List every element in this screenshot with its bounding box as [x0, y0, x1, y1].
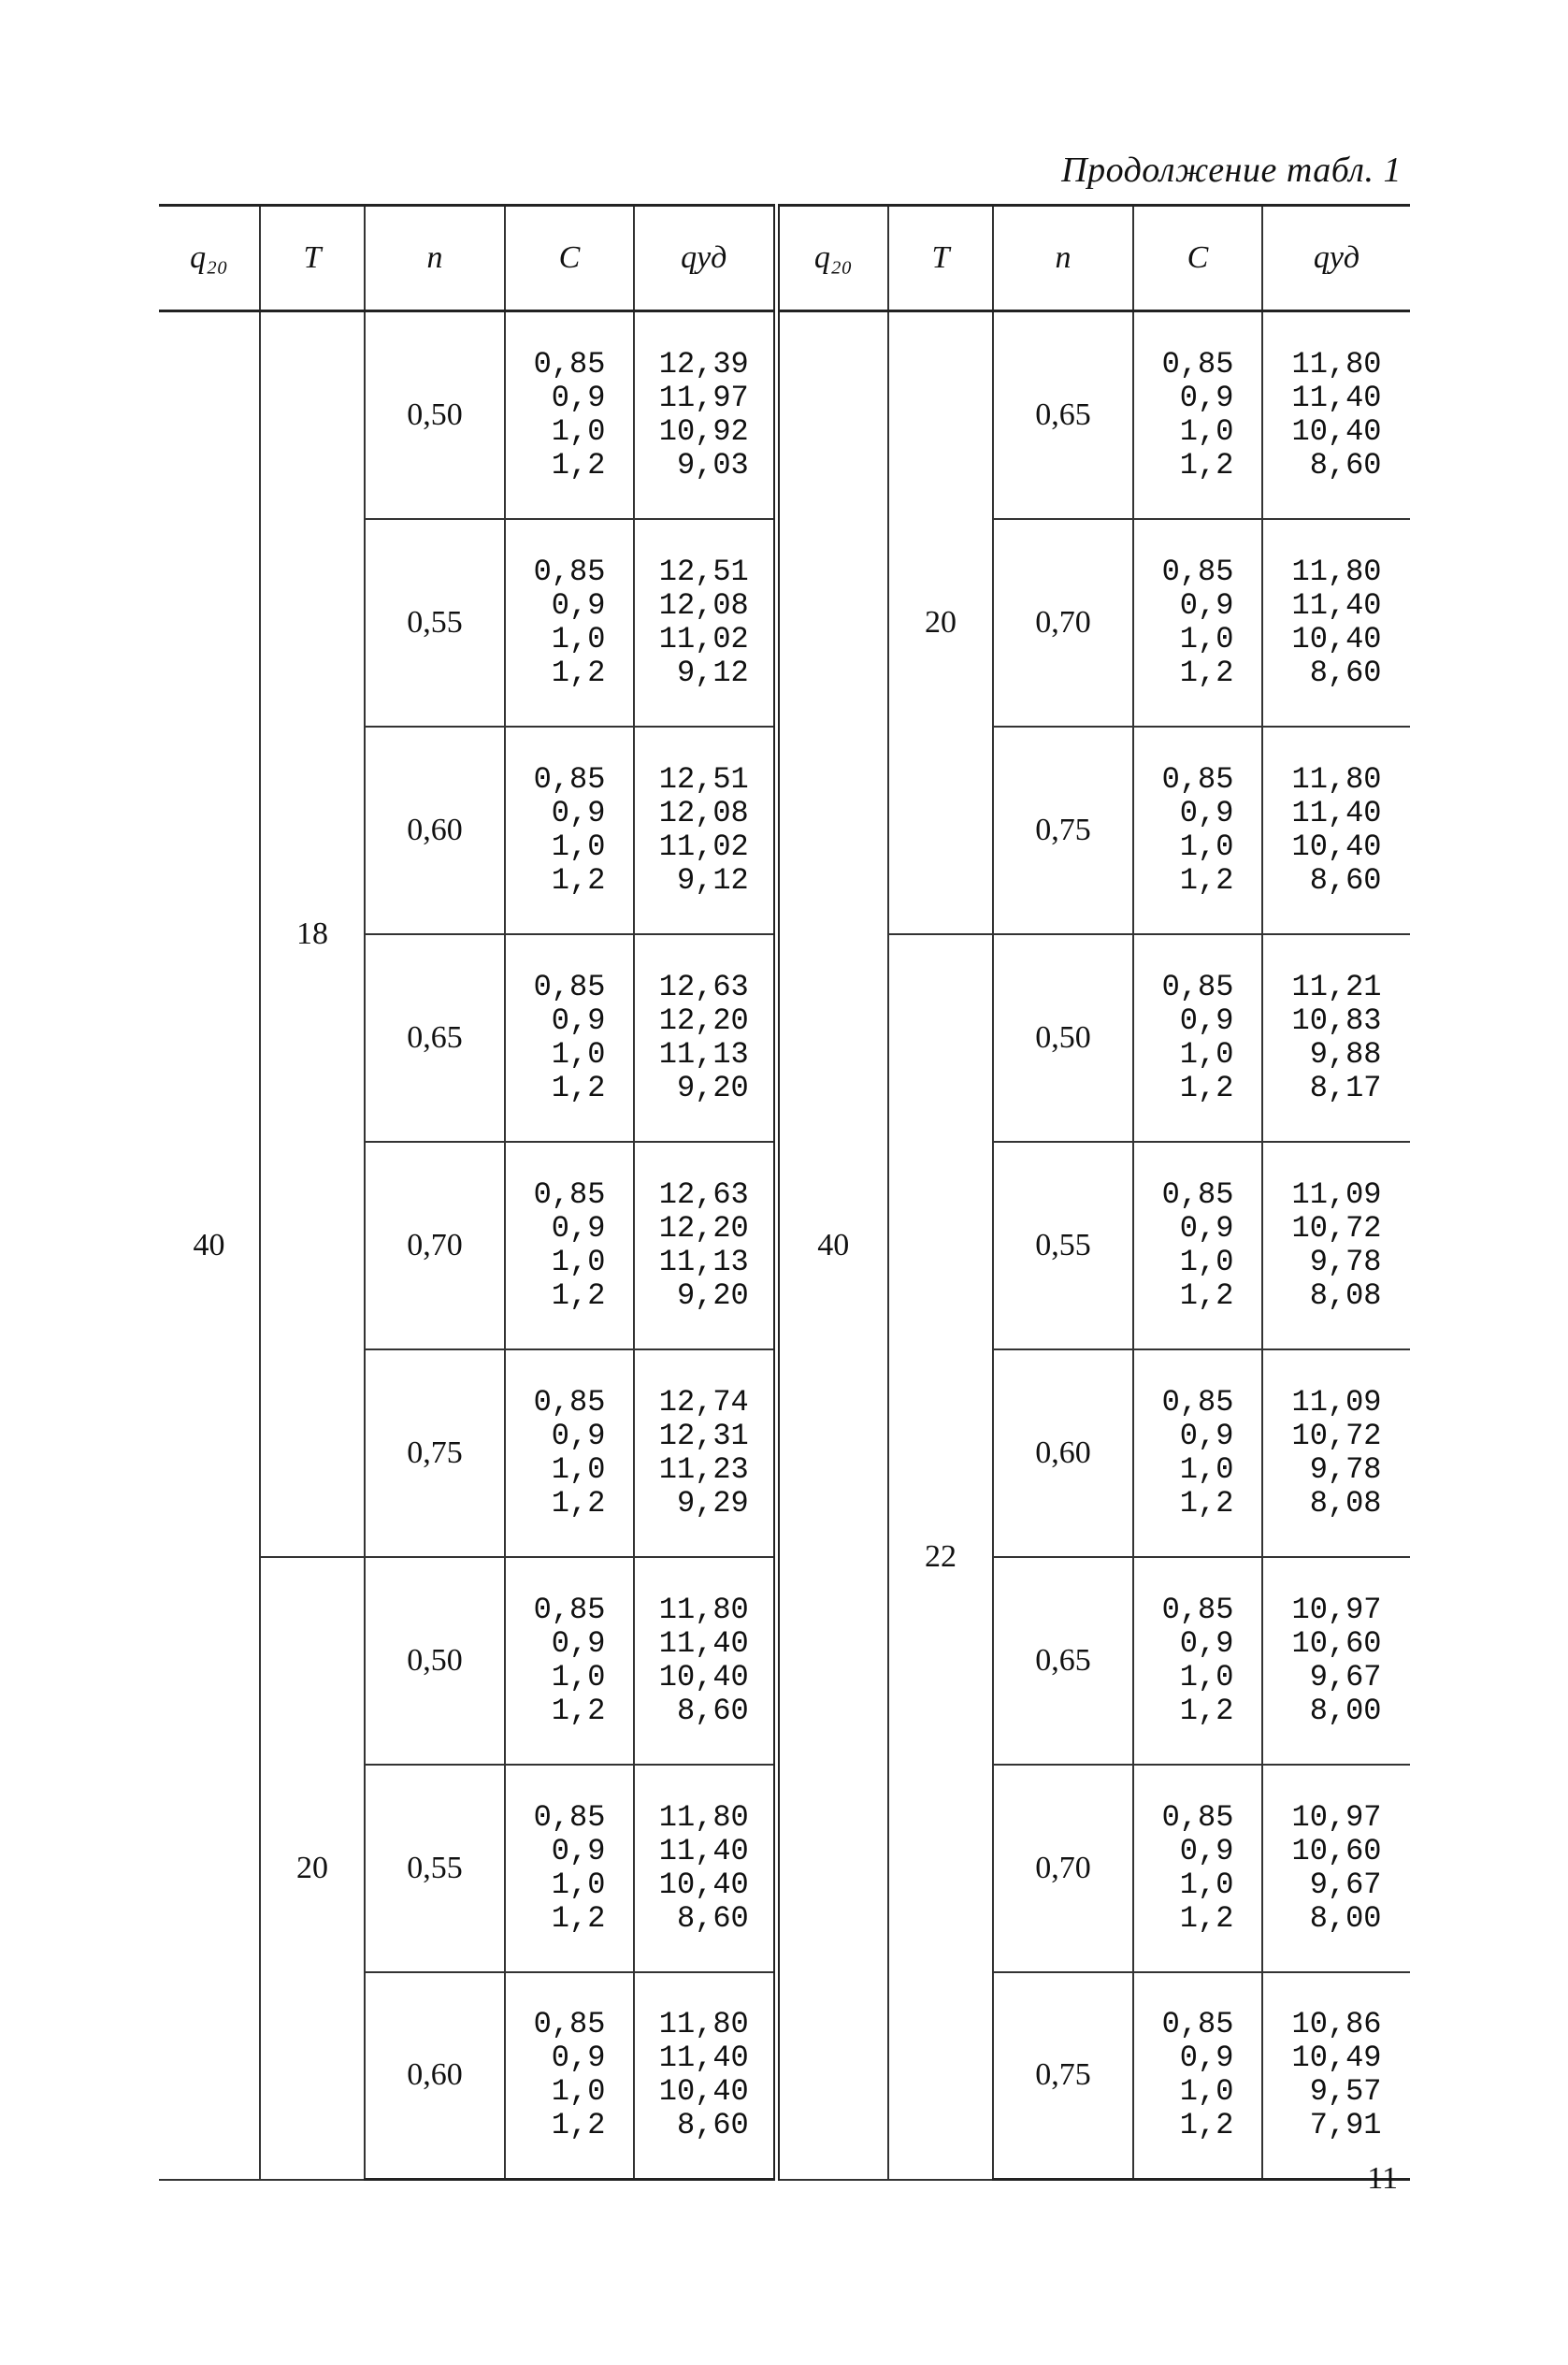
header-qud-left: qуд — [634, 206, 776, 311]
right-qud-cell-value: 10,97 — [1291, 1799, 1382, 1835]
right-qud-cell-value: 11,09 — [1291, 1176, 1382, 1212]
left-qud-cell-value: 12,74 — [658, 1384, 749, 1420]
right-qud-cell-value: 10,60 — [1291, 1833, 1382, 1868]
right-qud-cell-value: 11,40 — [1291, 380, 1382, 415]
left-qud-cell-values — [659, 1178, 749, 1313]
left-c-cell-value: 0,9 — [551, 380, 606, 415]
right-c-cell-value: 0,85 — [1161, 1384, 1234, 1420]
left-c-cell-values — [534, 1593, 606, 1728]
left-q20-cell — [159, 311, 260, 2180]
left-qud-cell-values — [659, 555, 749, 690]
left-c-cell-value: 1,0 — [551, 1867, 606, 1902]
header-c-right: C — [1133, 206, 1262, 311]
left-c-cell-value: 0,85 — [533, 346, 606, 382]
right-qud-cell-value: 10,83 — [1291, 1002, 1382, 1038]
left-qud-cell-value: 9,12 — [676, 655, 749, 690]
right-qud-cell-value: 11,80 — [1291, 761, 1382, 797]
left-qud-cell-value: 9,12 — [676, 862, 749, 898]
left-c-cell-value: 0,85 — [533, 1592, 606, 1627]
right-qud-cell-value: 11,09 — [1291, 1384, 1382, 1420]
left-c-cell-value: 1,0 — [551, 2074, 606, 2110]
right-c-cell-value: 1,2 — [1179, 2108, 1234, 2143]
left-qud-cell-value: 8,60 — [676, 1900, 749, 1936]
left-qud-cell-value: 12,31 — [658, 1418, 749, 1453]
right-qud-cell-value: 10,60 — [1291, 1625, 1382, 1661]
right-c-cell-value: 1,0 — [1179, 1451, 1234, 1487]
left-c-cell-value: 1,2 — [551, 862, 606, 898]
right-t-cell-text: 20 — [925, 604, 957, 640]
left-qud-cell-value: 12,63 — [658, 969, 749, 1004]
right-c-cell-value: 1,0 — [1179, 413, 1234, 449]
left-qud-cell-values — [659, 1593, 749, 1728]
header-n-right: n — [993, 206, 1133, 311]
left-c-cell-value: 1,0 — [551, 829, 606, 864]
right-c-cell-value: 0,85 — [1161, 346, 1234, 382]
left-c-cell-value: 0,9 — [551, 587, 606, 623]
right-c-cell-value: 1,2 — [1179, 862, 1234, 898]
right-c-cell-value: 1,2 — [1179, 1485, 1234, 1521]
left-qud-cell-values — [659, 971, 749, 1105]
left-qud-cell-value: 11,40 — [658, 2041, 749, 2076]
right-qud-cell — [1262, 311, 1410, 519]
left-c-cell-value: 0,9 — [551, 1625, 606, 1661]
left-n-cell-text: 0,70 — [407, 1227, 463, 1262]
left-c-cell-value: 1,2 — [551, 655, 606, 690]
right-n-cell-text: 0,70 — [1035, 1850, 1091, 1885]
right-c-cell-value: 1,0 — [1179, 1867, 1234, 1902]
left-qud-cell-values — [659, 763, 749, 898]
right-qud-cell-value: 8,60 — [1309, 862, 1382, 898]
left-n-cell — [365, 727, 505, 934]
right-qud-cell-value: 8,60 — [1309, 447, 1382, 483]
left-qud-cell-values — [659, 1801, 749, 1936]
right-c-cell — [1133, 1765, 1262, 1972]
right-c-cell — [1133, 1349, 1262, 1557]
right-n-cell — [993, 1142, 1133, 1349]
right-qud-cell — [1262, 1349, 1410, 1557]
left-c-cell — [505, 519, 634, 727]
left-c-cell-values — [534, 2008, 606, 2142]
left-qud-cell-value: 9,20 — [676, 1070, 749, 1105]
right-qud-cell-values — [1291, 1386, 1381, 1521]
right-c-cell-value: 0,9 — [1179, 1625, 1234, 1661]
right-qud-cell-values — [1291, 1593, 1381, 1728]
left-c-cell-value: 0,9 — [551, 1418, 606, 1453]
left-qud-cell-value: 12,51 — [658, 554, 749, 589]
right-c-cell-values — [1162, 971, 1234, 1105]
left-qud-cell-value: 11,13 — [658, 1244, 749, 1279]
right-c-cell-value: 1,2 — [1179, 1070, 1234, 1105]
right-qud-cell — [1262, 1557, 1410, 1765]
left-qud-cell — [634, 727, 776, 934]
left-c-cell-value: 1,2 — [551, 447, 606, 483]
left-qud-cell — [634, 311, 776, 519]
left-c-cell-values — [534, 1801, 606, 1936]
left-qud-cell-value: 12,63 — [658, 1176, 749, 1212]
left-c-cell-value: 1,2 — [551, 1693, 606, 1728]
right-c-cell-value: 1,0 — [1179, 1659, 1234, 1694]
header-qud-right: qуд — [1262, 206, 1410, 311]
right-qud-cell-value: 8,00 — [1309, 1900, 1382, 1936]
right-c-cell-value: 0,85 — [1161, 1799, 1234, 1835]
left-qud-cell-value: 12,20 — [658, 1002, 749, 1038]
right-c-cell-value: 0,85 — [1161, 554, 1234, 589]
right-q20-cell — [776, 311, 888, 2180]
left-c-cell — [505, 311, 634, 519]
right-c-cell-value: 0,85 — [1161, 761, 1234, 797]
right-qud-cell — [1262, 519, 1410, 727]
right-qud-cell-value: 9,88 — [1309, 1036, 1382, 1072]
left-c-cell-value: 0,85 — [533, 1384, 606, 1420]
right-qud-cell-value: 8,08 — [1309, 1277, 1382, 1313]
left-c-cell — [505, 1557, 634, 1765]
right-qud-cell — [1262, 1765, 1410, 1972]
left-qud-cell-value: 10,40 — [658, 2074, 749, 2110]
left-qud-cell — [634, 1557, 776, 1765]
right-qud-cell-value: 9,78 — [1309, 1451, 1382, 1487]
left-c-cell-value: 1,0 — [551, 1451, 606, 1487]
left-qud-cell — [634, 934, 776, 1142]
right-qud-cell-value: 11,21 — [1291, 969, 1382, 1004]
left-qud-cell-value: 11,80 — [658, 1799, 749, 1835]
left-t-cell-text: 20 — [296, 1850, 328, 1885]
left-qud-cell-value: 12,39 — [658, 346, 749, 382]
left-c-cell-value: 0,85 — [533, 1176, 606, 1212]
left-n-cell — [365, 1349, 505, 1557]
left-qud-cell-values — [659, 2008, 749, 2142]
right-c-cell-value: 0,9 — [1179, 1002, 1234, 1038]
left-qud-cell — [634, 1765, 776, 1972]
right-c-cell-value: 1,2 — [1179, 1900, 1234, 1936]
right-n-cell-text: 0,65 — [1035, 1642, 1091, 1678]
header-q20-left: q₂₀ — [159, 206, 260, 311]
left-qud-cell-value: 11,40 — [658, 1625, 749, 1661]
left-n-cell — [365, 1142, 505, 1349]
right-n-cell-text: 0,65 — [1035, 397, 1091, 432]
right-qud-cell-value: 10,40 — [1291, 621, 1382, 656]
right-n-cell — [993, 1765, 1133, 1972]
right-c-cell-value: 0,85 — [1161, 1176, 1234, 1212]
left-qud-cell — [634, 1142, 776, 1349]
left-c-cell-values — [534, 555, 606, 690]
left-c-cell-value: 1,2 — [551, 1900, 606, 1936]
right-c-cell-values — [1162, 2008, 1234, 2142]
right-c-cell-value: 0,9 — [1179, 1833, 1234, 1868]
left-c-cell-values — [534, 1386, 606, 1521]
right-qud-cell — [1262, 1972, 1410, 2180]
right-n-cell — [993, 1349, 1133, 1557]
right-c-cell-value: 1,2 — [1179, 655, 1234, 690]
right-qud-cell-values — [1291, 2008, 1381, 2142]
left-qud-cell-value: 9,29 — [676, 1485, 749, 1521]
header-row — [159, 206, 1410, 311]
left-c-cell-value: 0,85 — [533, 761, 606, 797]
table-caption: Продолжение табл. 1 — [1061, 151, 1402, 190]
left-qud-cell-value: 11,13 — [658, 1036, 749, 1072]
left-n-cell-text: 0,60 — [407, 2057, 463, 2093]
left-qud-cell-value: 11,02 — [658, 829, 749, 864]
left-c-cell-value: 1,2 — [551, 2108, 606, 2143]
left-t-cell — [260, 311, 365, 1557]
right-qud-cell-value: 11,80 — [1291, 346, 1382, 382]
right-c-cell-value: 0,85 — [1161, 2007, 1234, 2042]
left-qud-cell-value: 9,20 — [676, 1277, 749, 1313]
left-qud-cell-value: 10,40 — [658, 1867, 749, 1902]
right-qud-cell-value: 8,00 — [1309, 1693, 1382, 1728]
right-c-cell-value: 0,9 — [1179, 2041, 1234, 2076]
right-c-cell-value: 1,0 — [1179, 621, 1234, 656]
left-c-cell-values — [534, 1178, 606, 1313]
right-c-cell-value: 0,9 — [1179, 587, 1234, 623]
left-c-cell-value: 1,2 — [551, 1485, 606, 1521]
right-qud-cell-value: 8,60 — [1309, 655, 1382, 690]
header-c-left: C — [505, 206, 634, 311]
left-qud-cell-value: 11,80 — [658, 2007, 749, 2042]
left-n-cell — [365, 311, 505, 519]
right-t-cell — [888, 311, 993, 934]
left-qud-cell-values — [659, 1386, 749, 1521]
right-c-cell — [1133, 934, 1262, 1142]
left-c-cell-value: 0,9 — [551, 795, 606, 830]
right-n-cell-text: 0,75 — [1035, 812, 1091, 847]
right-n-cell-text: 0,70 — [1035, 604, 1091, 640]
right-qud-cell-value: 9,78 — [1309, 1244, 1382, 1279]
left-n-cell-text: 0,75 — [407, 1435, 463, 1470]
left-c-cell-value: 0,9 — [551, 1002, 606, 1038]
right-qud-cell-value: 11,40 — [1291, 587, 1382, 623]
left-n-cell-text: 0,50 — [407, 1642, 463, 1678]
right-c-cell-value: 1,0 — [1179, 829, 1234, 864]
right-c-cell-values — [1162, 1386, 1234, 1521]
left-c-cell-value: 1,0 — [551, 413, 606, 449]
left-c-cell-value: 0,85 — [533, 2007, 606, 2042]
right-qud-cell-value: 7,91 — [1309, 2108, 1382, 2143]
left-n-cell-text: 0,55 — [407, 604, 463, 640]
left-c-cell-value: 0,9 — [551, 1833, 606, 1868]
left-c-cell-value: 1,0 — [551, 1036, 606, 1072]
right-c-cell — [1133, 1972, 1262, 2180]
right-qud-cell — [1262, 1142, 1410, 1349]
left-c-cell — [505, 1349, 634, 1557]
left-c-cell-value: 0,9 — [551, 1210, 606, 1246]
header-t-right: T — [888, 206, 993, 311]
left-qud-cell-value: 11,80 — [658, 1592, 749, 1627]
left-c-cell-value: 1,0 — [551, 621, 606, 656]
right-qud-cell-value: 8,17 — [1309, 1070, 1382, 1105]
right-qud-cell-value: 10,49 — [1291, 2041, 1382, 2076]
right-qud-cell-value: 9,67 — [1309, 1659, 1382, 1694]
right-qud-cell-values — [1291, 971, 1381, 1105]
left-n-cell — [365, 1972, 505, 2180]
right-qud-cell-value: 10,86 — [1291, 2007, 1382, 2042]
left-qud-cell-value: 12,08 — [658, 795, 749, 830]
right-qud-cell-value: 10,97 — [1291, 1592, 1382, 1627]
left-c-cell — [505, 934, 634, 1142]
right-q20-cell-text: 40 — [817, 1227, 850, 1262]
left-n-cell-text: 0,50 — [407, 397, 463, 432]
left-c-cell-value: 0,85 — [533, 969, 606, 1004]
right-qud-cell-value: 11,80 — [1291, 554, 1382, 589]
right-qud-cell-value: 10,72 — [1291, 1418, 1382, 1453]
right-c-cell-value: 1,2 — [1179, 1277, 1234, 1313]
left-c-cell — [505, 1972, 634, 2180]
left-n-cell — [365, 1557, 505, 1765]
left-c-cell-value: 1,2 — [551, 1070, 606, 1105]
right-c-cell — [1133, 311, 1262, 519]
left-qud-cell-value: 8,60 — [676, 1693, 749, 1728]
left-qud-cell-value: 8,60 — [676, 2108, 749, 2143]
right-c-cell-value: 0,9 — [1179, 1418, 1234, 1453]
left-qud-cell-value: 11,40 — [658, 1833, 749, 1868]
right-qud-cell-values — [1291, 763, 1381, 898]
right-qud-cell-value: 8,08 — [1309, 1485, 1382, 1521]
right-c-cell-values — [1162, 763, 1234, 898]
right-t-cell — [888, 934, 993, 2180]
left-c-cell — [505, 1765, 634, 1972]
left-n-cell-text: 0,65 — [407, 1019, 463, 1055]
left-c-cell-value: 1,0 — [551, 1244, 606, 1279]
right-n-cell — [993, 934, 1133, 1142]
header-n-left: n — [365, 206, 505, 311]
left-qud-cell — [634, 1349, 776, 1557]
right-c-cell-value: 1,0 — [1179, 2074, 1234, 2110]
right-qud-cell-value: 11,40 — [1291, 795, 1382, 830]
right-c-cell-value: 1,0 — [1179, 1036, 1234, 1072]
right-c-cell-value: 1,2 — [1179, 1693, 1234, 1728]
right-c-cell — [1133, 519, 1262, 727]
left-qud-cell-value: 12,51 — [658, 761, 749, 797]
right-n-cell — [993, 1972, 1133, 2180]
right-c-cell-value: 0,85 — [1161, 969, 1234, 1004]
right-qud-cell-value: 9,57 — [1309, 2074, 1382, 2110]
right-c-cell-values — [1162, 555, 1234, 690]
left-qud-cell-value: 12,20 — [658, 1210, 749, 1246]
right-qud-cell-value: 10,72 — [1291, 1210, 1382, 1246]
right-c-cell-values — [1162, 1593, 1234, 1728]
left-n-cell — [365, 1765, 505, 1972]
right-qud-cell-values — [1291, 1801, 1381, 1936]
right-c-cell — [1133, 1142, 1262, 1349]
left-qud-cell-value: 10,40 — [658, 1659, 749, 1694]
left-c-cell — [505, 1142, 634, 1349]
right-qud-cell-values — [1291, 555, 1381, 690]
right-c-cell-values — [1162, 1801, 1234, 1936]
right-c-cell-values — [1162, 1178, 1234, 1313]
right-t-cell-text: 22 — [925, 1538, 957, 1574]
left-q20-cell-text: 40 — [193, 1227, 225, 1262]
right-c-cell-value: 0,9 — [1179, 795, 1234, 830]
left-c-cell-value: 0,85 — [533, 1799, 606, 1835]
left-qud-cell-value: 10,92 — [658, 413, 749, 449]
left-qud-cell-value: 11,02 — [658, 621, 749, 656]
data-table — [159, 204, 1410, 2181]
right-n-cell — [993, 727, 1133, 934]
left-t-cell — [260, 1557, 365, 2180]
left-qud-cell — [634, 1972, 776, 2180]
left-c-cell-value: 1,0 — [551, 1659, 606, 1694]
right-c-cell-value: 1,2 — [1179, 447, 1234, 483]
left-c-cell-value: 1,2 — [551, 1277, 606, 1313]
left-qud-cell-value: 11,23 — [658, 1451, 749, 1487]
right-n-cell-text: 0,60 — [1035, 1435, 1091, 1470]
left-n-cell-text: 0,55 — [407, 1850, 463, 1885]
left-c-cell-values — [534, 971, 606, 1105]
left-c-cell-value: 0,9 — [551, 2041, 606, 2076]
right-c-cell-value: 0,9 — [1179, 1210, 1234, 1246]
left-c-cell — [505, 727, 634, 934]
left-n-cell — [365, 519, 505, 727]
right-qud-cell-value: 9,67 — [1309, 1867, 1382, 1902]
right-c-cell-value: 0,85 — [1161, 1592, 1234, 1627]
right-c-cell — [1133, 1557, 1262, 1765]
right-qud-cell — [1262, 934, 1410, 1142]
right-n-cell — [993, 311, 1133, 519]
right-n-cell-text: 0,55 — [1035, 1227, 1091, 1262]
right-qud-cell — [1262, 727, 1410, 934]
left-t-cell-text: 18 — [296, 916, 328, 951]
left-c-cell-values — [534, 763, 606, 898]
header-t-left: T — [260, 206, 365, 311]
left-c-cell-value: 0,85 — [533, 554, 606, 589]
left-qud-cell-value: 12,08 — [658, 587, 749, 623]
right-qud-cell-value: 10,40 — [1291, 829, 1382, 864]
right-n-cell — [993, 519, 1133, 727]
left-qud-cell-value: 11,97 — [658, 380, 749, 415]
right-c-cell-values — [1162, 348, 1234, 483]
right-n-cell-text: 0,75 — [1035, 2057, 1091, 2093]
right-c-cell-value: 1,0 — [1179, 1244, 1234, 1279]
right-qud-cell-value: 10,40 — [1291, 413, 1382, 449]
left-n-cell — [365, 934, 505, 1142]
table-row — [159, 311, 1410, 519]
right-n-cell-text: 0,50 — [1035, 1019, 1091, 1055]
page-number: 11 — [1367, 2161, 1398, 2196]
left-qud-cell-value: 9,03 — [676, 447, 749, 483]
right-qud-cell-values — [1291, 348, 1381, 483]
left-qud-cell — [634, 519, 776, 727]
right-c-cell — [1133, 727, 1262, 934]
left-n-cell-text: 0,60 — [407, 812, 463, 847]
left-c-cell-values — [534, 348, 606, 483]
right-c-cell-value: 0,9 — [1179, 380, 1234, 415]
header-q20-right: q₂₀ — [776, 206, 888, 311]
right-qud-cell-values — [1291, 1178, 1381, 1313]
right-n-cell — [993, 1557, 1133, 1765]
left-qud-cell-values — [659, 348, 749, 483]
